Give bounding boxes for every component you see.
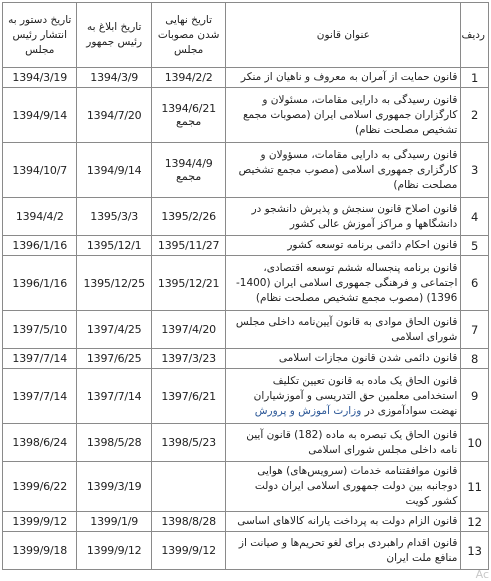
notification-date: 1397/7/14 — [77, 369, 151, 424]
law-title — [226, 424, 461, 462]
notification-date: 1397/6/25 — [77, 349, 151, 369]
final-approval-date — [151, 236, 225, 256]
laws-table — [2, 2, 489, 570]
publication-order-date: 1397/7/14 — [3, 369, 77, 424]
final-approval-date-value: 1399/9/12 — [161, 544, 216, 557]
law-title — [226, 349, 461, 369]
table-row — [3, 311, 489, 349]
header-notification-date: تاریخ ابلاغ به رئیس جمهور — [77, 3, 151, 68]
final-approval-date-value: 1394/2/2 — [164, 71, 213, 84]
final-approval-date-value: 1395/11/27 — [157, 239, 220, 252]
notification-date: 1395/3/3 — [77, 198, 151, 236]
final-approval-date — [151, 88, 225, 143]
header-row-number: ردیف — [461, 3, 489, 68]
publication-order-date: 1398/6/24 — [3, 424, 77, 462]
final-approval-date — [151, 512, 225, 532]
final-approval-date-value: 1394/6/21 — [161, 102, 216, 115]
law-title — [226, 236, 461, 256]
final-approval-date — [151, 198, 225, 236]
law-title — [226, 68, 461, 88]
law-title-text: قانون برنامه پنجساله ششم توسعه اقتصادی، اجتماعی و فرهنگی جمهوری اسلامی ایران (1400-1396) (مصوب مجمع تشخیص مصلحت نظام) — [235, 261, 458, 304]
publication-order-date: 1397/7/14 — [3, 349, 77, 369]
final-approval-date-value: 1394/4/9 — [164, 157, 213, 170]
law-title-text: قانون الحاق یک ماده به قانون تعیین تکلیف استخدامی معلمین حق التدریسی و آموزشیاران نهضت سوادآموزی در — [253, 374, 458, 417]
table-row — [3, 198, 489, 236]
law-title — [226, 88, 461, 143]
law-title-text: قانون الزام دولت به پرداخت یارانه کالاهای اساسی — [237, 515, 458, 527]
table-row — [3, 512, 489, 532]
law-title — [226, 462, 461, 512]
notification-date: 1399/3/19 — [77, 462, 151, 512]
law-title-text: قانون موافقتنامه خدمات (سرویس‌های) هوایی دوجانبه بین دولت جمهوری اسلامی ایران دولت کشور کویت — [254, 465, 458, 507]
table-row — [3, 68, 489, 88]
row-number: 6 — [461, 256, 489, 311]
law-title — [226, 256, 461, 311]
row-number: 11 — [461, 462, 489, 512]
final-approval-date — [151, 68, 225, 88]
row-number: 2 — [461, 88, 489, 143]
table-row — [3, 143, 489, 198]
final-approval-date — [151, 532, 225, 570]
publication-order-date: 1397/5/10 — [3, 311, 77, 349]
publication-order-date: 1394/3/19 — [3, 68, 77, 88]
row-number: 9 — [461, 369, 489, 424]
notification-date: 1394/7/20 — [77, 88, 151, 143]
publication-order-date: 1396/1/16 — [3, 236, 77, 256]
law-title — [226, 369, 461, 424]
row-number: 10 — [461, 424, 489, 462]
law-title-text: قانون الحاق یک تبصره به ماده (182) قانون آیین نامه داخلی مجلس شورای اسلامی — [246, 428, 458, 456]
header-final-approval-date: تاریخ نهایی شدن مصوبات مجلس — [151, 3, 225, 68]
row-number: 12 — [461, 512, 489, 532]
notification-date: 1395/12/1 — [77, 236, 151, 256]
notification-date: 1398/5/28 — [77, 424, 151, 462]
law-title-link[interactable]: وزارت آموزش و پرورش — [254, 404, 362, 417]
final-approval-note: مجمع — [176, 115, 202, 128]
law-title — [226, 143, 461, 198]
notification-date: 1395/12/25 — [77, 256, 151, 311]
law-title — [226, 311, 461, 349]
table-row — [3, 532, 489, 570]
final-approval-date-value: 1398/8/28 — [161, 515, 216, 528]
law-title-text: قانون احکام دائمی برنامه توسعه کشور — [287, 239, 458, 251]
final-approval-date-value: 1398/5/23 — [161, 436, 216, 449]
law-title — [226, 512, 461, 532]
law-title — [226, 198, 461, 236]
final-approval-date — [151, 349, 225, 369]
publication-order-date: 1399/9/12 — [3, 512, 77, 532]
final-approval-date — [151, 462, 225, 512]
table-row — [3, 236, 489, 256]
law-title — [226, 532, 461, 570]
notification-date: 1399/1/9 — [77, 512, 151, 532]
law-title-text: قانون دائمی شدن قانون مجازات اسلامی — [278, 352, 458, 364]
final-approval-date — [151, 311, 225, 349]
law-title-text: قانون الحاق موادی به قانون آیین‌نامه داخلی مجلس شورای اسلامی — [235, 315, 458, 343]
row-number: 8 — [461, 349, 489, 369]
publication-order-date: 1394/10/7 — [3, 143, 77, 198]
watermark: Ac — [475, 568, 489, 581]
row-number: 1 — [461, 68, 489, 88]
final-approval-date-value: 1397/6/21 — [161, 389, 216, 403]
final-approval-date — [151, 424, 225, 462]
table-row — [3, 462, 489, 512]
table-row — [3, 424, 489, 462]
final-approval-date-value: 1397/4/20 — [161, 323, 216, 336]
law-title-text: قانون حمایت از آمران به معروف و ناهیان از منکر — [240, 71, 458, 83]
row-number: 5 — [461, 236, 489, 256]
law-title-text: قانون اصلاح قانون سنجش و پذیرش دانشجو در دانشگاهها و مراکز آموزش عالی کشور — [251, 202, 458, 230]
final-approval-date-value: 1395/12/21 — [157, 276, 220, 290]
final-approval-date-value: 1397/3/23 — [161, 352, 216, 365]
law-title-text: قانون رسیدگی به دارایی مقامات، مسؤولان و کارگزاری جمهوری اسلامی (مصوب مجمع تشخیص مصلحت نظام) — [238, 148, 458, 191]
law-title-text: قانون رسیدگی به دارایی مقامات، مسئولان و کارگزاران جمهوری اسلامی ایران (مصوبات مجمع تشخیص مصلحت نظام) — [242, 93, 458, 136]
notification-date: 1394/9/14 — [77, 143, 151, 198]
final-approval-date — [151, 369, 225, 424]
header-row — [3, 3, 489, 68]
publication-order-date: 1399/6/22 — [3, 462, 77, 512]
publication-order-date: 1394/9/14 — [3, 88, 77, 143]
table-row — [3, 349, 489, 369]
final-approval-date — [151, 143, 225, 198]
row-number: 4 — [461, 198, 489, 236]
row-number: 7 — [461, 311, 489, 349]
header-publication-order-date: تاریخ دستور به انتشار رئیس مجلس — [3, 3, 77, 68]
table-row — [3, 88, 489, 143]
notification-date: 1397/4/25 — [77, 311, 151, 349]
publication-order-date: 1394/4/2 — [3, 198, 77, 236]
notification-date: 1394/3/9 — [77, 68, 151, 88]
table-row — [3, 256, 489, 311]
notification-date: 1399/9/12 — [77, 532, 151, 570]
law-title-text: قانون اقدام راهبردی برای لغو تحریم‌ها و صیانت از منافع ملت ایران — [238, 536, 458, 564]
publication-order-date: 1399/9/18 — [3, 532, 77, 570]
row-number: 3 — [461, 143, 489, 198]
final-approval-note: مجمع — [176, 170, 202, 183]
header-law-title: عنوان قانون — [226, 3, 461, 68]
final-approval-date-value: 1395/2/26 — [161, 210, 216, 223]
final-approval-date — [151, 256, 225, 311]
row-number: 13 — [461, 532, 489, 570]
publication-order-date: 1396/1/16 — [3, 256, 77, 311]
table-row — [3, 369, 489, 424]
